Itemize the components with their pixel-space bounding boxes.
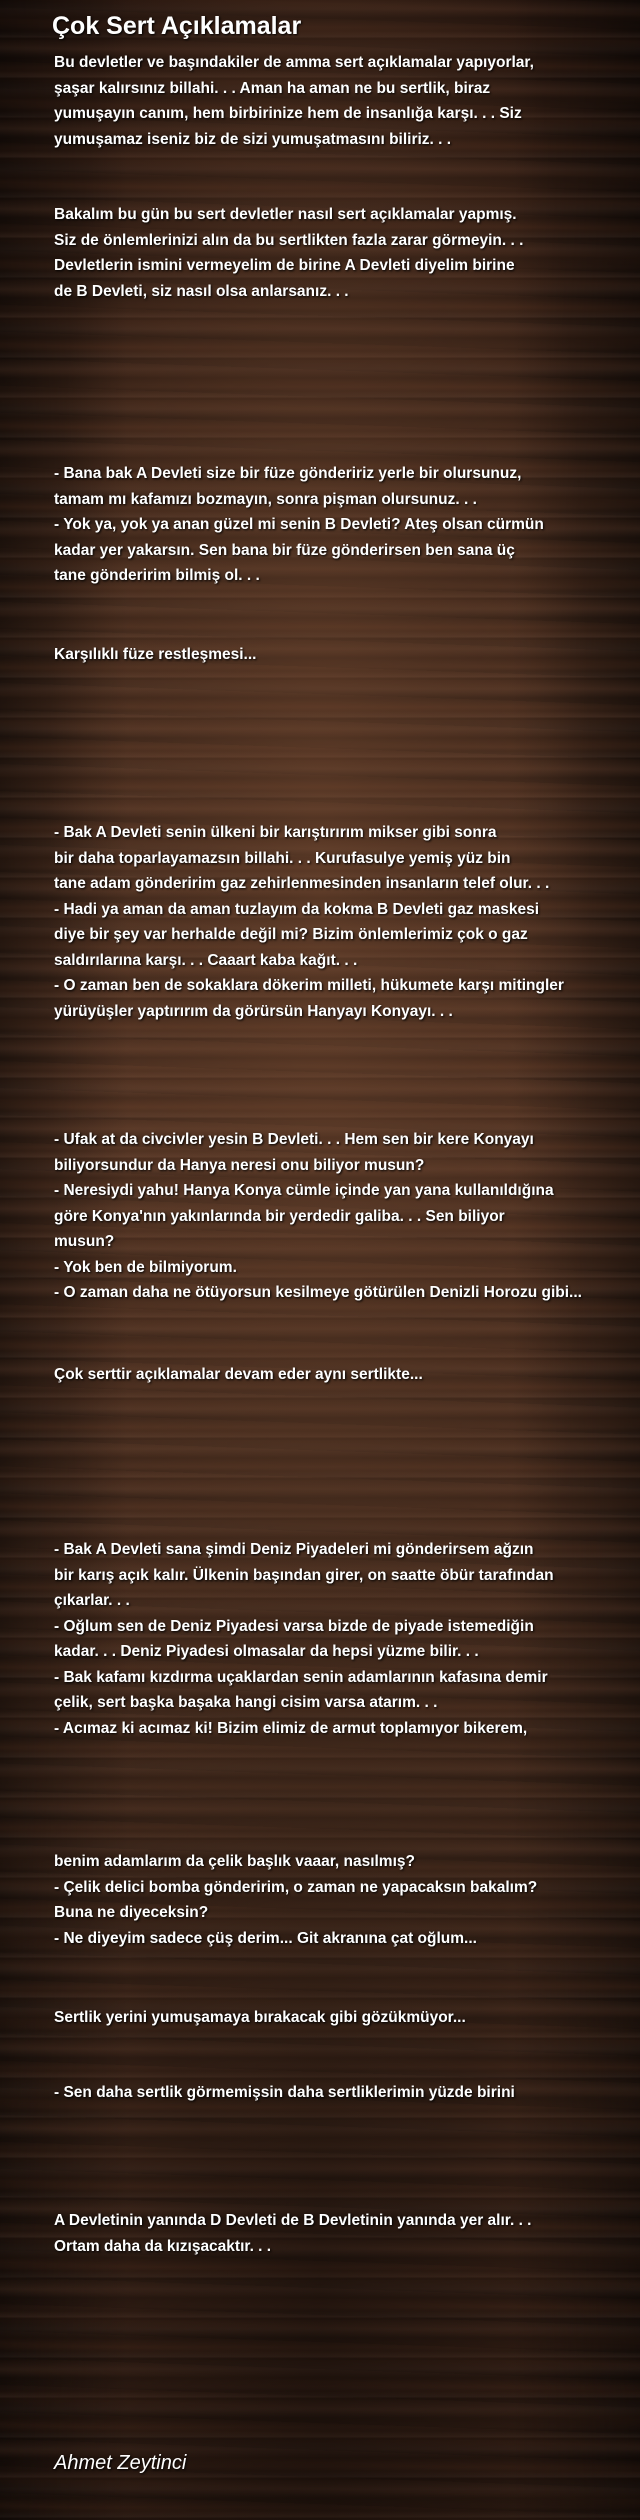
poem-line: - Yok ya, yok ya anan güzel mi senin B Devleti? Ateş olsan cürmün xyxy=(54,516,544,533)
stanza xyxy=(54,1362,614,1388)
poem-line: - O zaman ben de sokaklara dökerim milleti, hükumete karşı mitingler xyxy=(54,977,564,994)
poem-title: Çok Sert Açıklamalar xyxy=(52,12,302,40)
poem-line: - Ufak at da civcivler yesin B Devleti. . . Hem sen bir kere Konyayı xyxy=(54,1131,534,1148)
poem-line: Siz de önlemlerinizi alın da bu sertlikten fazla zarar görmeyin. . . xyxy=(54,231,524,249)
poem-line: kadar. . . Deniz Piyadesi olmasalar da hepsi yüzme bilir. . . xyxy=(54,1643,479,1660)
poem-line: göre Konya'nın yakınlarında bir yerdedir galiba. . . Sen biliyor xyxy=(54,1207,505,1225)
poem-author: Ahmet Zeytinci xyxy=(54,2452,187,2474)
poem-line: - Ne diyeyim sadece çüş derim... Git akranına çat oğlum... xyxy=(54,1929,477,1947)
stanza xyxy=(54,2080,614,2106)
poem-line: biliyorsundur da Hanya neresi onu biliyor musun? xyxy=(54,1156,425,1174)
stanza xyxy=(54,1537,614,1741)
poem-line: bir karış açık kalır. Ülkenin başından girer, on saatte öbür tarafından xyxy=(54,1566,554,1584)
stanza xyxy=(54,461,614,589)
stanza xyxy=(54,2005,614,2031)
poem-line: Ortam daha da kızışacaktır. . . xyxy=(54,2237,272,2255)
poem-line: çıkarlar. . . xyxy=(54,1592,130,1609)
poem-line: yürüyüşler yaptırırım da görürsün Hanyayı Konyayı. . . xyxy=(54,1002,453,1020)
poem-line: benim adamlarım da çelik başlık vaaar, nasılmış? xyxy=(54,1853,415,1870)
poem-line: yumuşamaz iseniz biz de sizi yumuşatmasını biliriz. . . xyxy=(54,130,452,148)
poem-line: - Bana bak A Devleti size bir füze göndeririz yerle bir olursunuz, xyxy=(54,465,522,482)
stanza xyxy=(54,50,614,152)
stanza xyxy=(54,1127,614,1306)
poem-line: bir daha toparlayamazsın billahi. . . Kurufasulye yemiş yüz bin xyxy=(54,849,511,867)
poem-line: yumuşayın canım, hem birbirinize hem de insanlığa karşı. . . Siz xyxy=(54,105,522,122)
poem-line: Devletlerin ismini vermeyelim de birine A Devleti diyelim birine xyxy=(54,257,515,274)
poem-line: tamam mı kafamızı bozmayın, sonra pişman olursunuz. . . xyxy=(54,490,477,508)
poem-line: musun? xyxy=(54,1233,115,1250)
poem-line: - Bak A Devleti senin ülkeni bir karıştırırım mikser gibi sonra xyxy=(54,824,497,841)
poem-line: - Bak A Devleti sana şimdi Deniz Piyadeleri mi gönderirsem ağzın xyxy=(54,1541,534,1558)
poem-line: - Çelik delici bomba gönderirim, o zaman ne yapacaksın bakalım? xyxy=(54,1878,538,1896)
poem-line: - O zaman daha ne ötüyorsun kesilmeye götürülen Denizli Horozu gibi... xyxy=(54,1284,582,1301)
poem-line: - Neresiydi yahu! Hanya Konya cümle içinde yan yana kullanıldığına xyxy=(54,1182,554,1199)
poem-line: Karşılıklı füze restleşmesi... xyxy=(54,646,257,663)
poem-line: A Devletinin yanında D Devleti de B Devletinin yanında yer alır. . . xyxy=(54,2212,532,2229)
poem-line: - Oğlum sen de Deniz Piyadesi varsa bizde de piyade istemediğin xyxy=(54,1617,534,1635)
poem-line: Sertlik yerini yumuşamaya bırakacak gibi gözükmüyor... xyxy=(54,2009,466,2026)
stanza xyxy=(54,820,614,1024)
stanza xyxy=(54,1849,614,1951)
poem-line: tane gönderirim bilmiş ol. . . xyxy=(54,567,260,584)
poem-line: - Bak kafamı kızdırma uçaklardan senin adamlarının kafasına demir xyxy=(54,1668,548,1686)
poem-line: Bakalım bu gün bu sert devletler nasıl sert açıklamalar yapmış. xyxy=(54,206,517,223)
stanza xyxy=(54,642,614,668)
stanza xyxy=(54,202,614,304)
poem-line: saldırılarına karşı. . . Caaart kaba kağıt. . . xyxy=(54,951,358,969)
poem-line: - Hadi ya aman da aman tuzlayım da kokma B Devleti gaz maskesi xyxy=(54,900,540,918)
poem-line: Buna ne diyeceksin? xyxy=(54,1904,209,1921)
poem-line: tane adam gönderirim gaz zehirlenmesinden insanların telef olur. . . xyxy=(54,875,550,892)
poem-line: de B Devleti, siz nasıl olsa anlarsanız. . . xyxy=(54,282,349,300)
poem-line: - Acımaz ki acımaz ki! Bizim elimiz de armut toplamıyor bikerem, xyxy=(54,1719,528,1737)
poem-line: - Yok ben de bilmiyorum. xyxy=(54,1258,237,1276)
poem-line: şaşar kalırsınız billahi. . . Aman ha aman ne bu sertlik, biraz xyxy=(54,79,491,97)
poem-line: diye bir şey var herhalde değil mi? Bizim önlemlerimiz çok o gaz xyxy=(54,926,528,943)
poem-line: kadar yer yakarsın. Sen bana bir füze gönderirsen ben sana üç xyxy=(54,541,515,559)
stanza xyxy=(54,2208,614,2259)
poem-line: çelik, sert başka başaka hangi cisim varsa atarım. . . xyxy=(54,1694,438,1711)
poem-line: - Sen daha sertlik görmemişsin daha sertliklerimin yüzde birini xyxy=(54,2084,515,2101)
poem-line: Bu devletler ve başındakiler de amma sert açıklamalar yapıyorlar, xyxy=(54,54,534,71)
poem-line: Çok serttir açıklamalar devam eder aynı sertlikte... xyxy=(54,1366,423,1383)
